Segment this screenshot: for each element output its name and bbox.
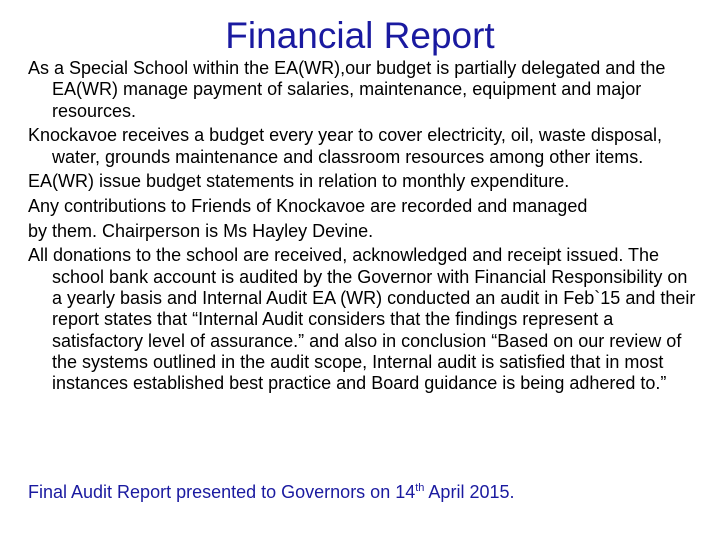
final-audit-note (28, 481, 514, 503)
paragraph-annual-budget: Knockavoe receives a budget every year to cover electricity, oil, waste disposal, water, grounds maintenance and classroom resources among other items. (28, 125, 662, 167)
final-audit-note-text: Final Audit Report presented to Governors on 14 (28, 482, 416, 502)
paragraph-budget-delegation: As a Special School within the EA(WR),our budget is partially delegated and the EA(WR) manage payment of salaries, maintenance, equipment and major resources. (28, 58, 666, 121)
paragraph-donations-audit: All donations to the school are received, acknowledged and receipt issued. The school bank account is audited by the Governor with Financial Responsibility on a yearly basis and Internal Audit EA (WR) conducted an audit in Feb`15 and their report states that “Internal Audit considers that the findings represent a satisfactory level of assurance.” and also in conclusion “Based on our review of the systems outlined in the audit scope, Internal audit is satisfied that in most instances established best practice and Board guidance is being adhered to.” (28, 245, 696, 394)
paragraph-friends-contributions: Any contributions to Friends of Knockavoe are recorded and managed (28, 195, 588, 216)
slide-title: Financial Report (225, 15, 495, 56)
final-audit-note-date: April 2015. (424, 482, 515, 502)
paragraph-chairperson: by them. Chairperson is Ms Hayley Devine. (28, 220, 374, 241)
final-audit-note-ordinal: th (415, 482, 425, 494)
paragraph-budget-statements: EA(WR) issue budget statements in relation to monthly expenditure. (28, 171, 570, 192)
report-body (28, 58, 698, 398)
